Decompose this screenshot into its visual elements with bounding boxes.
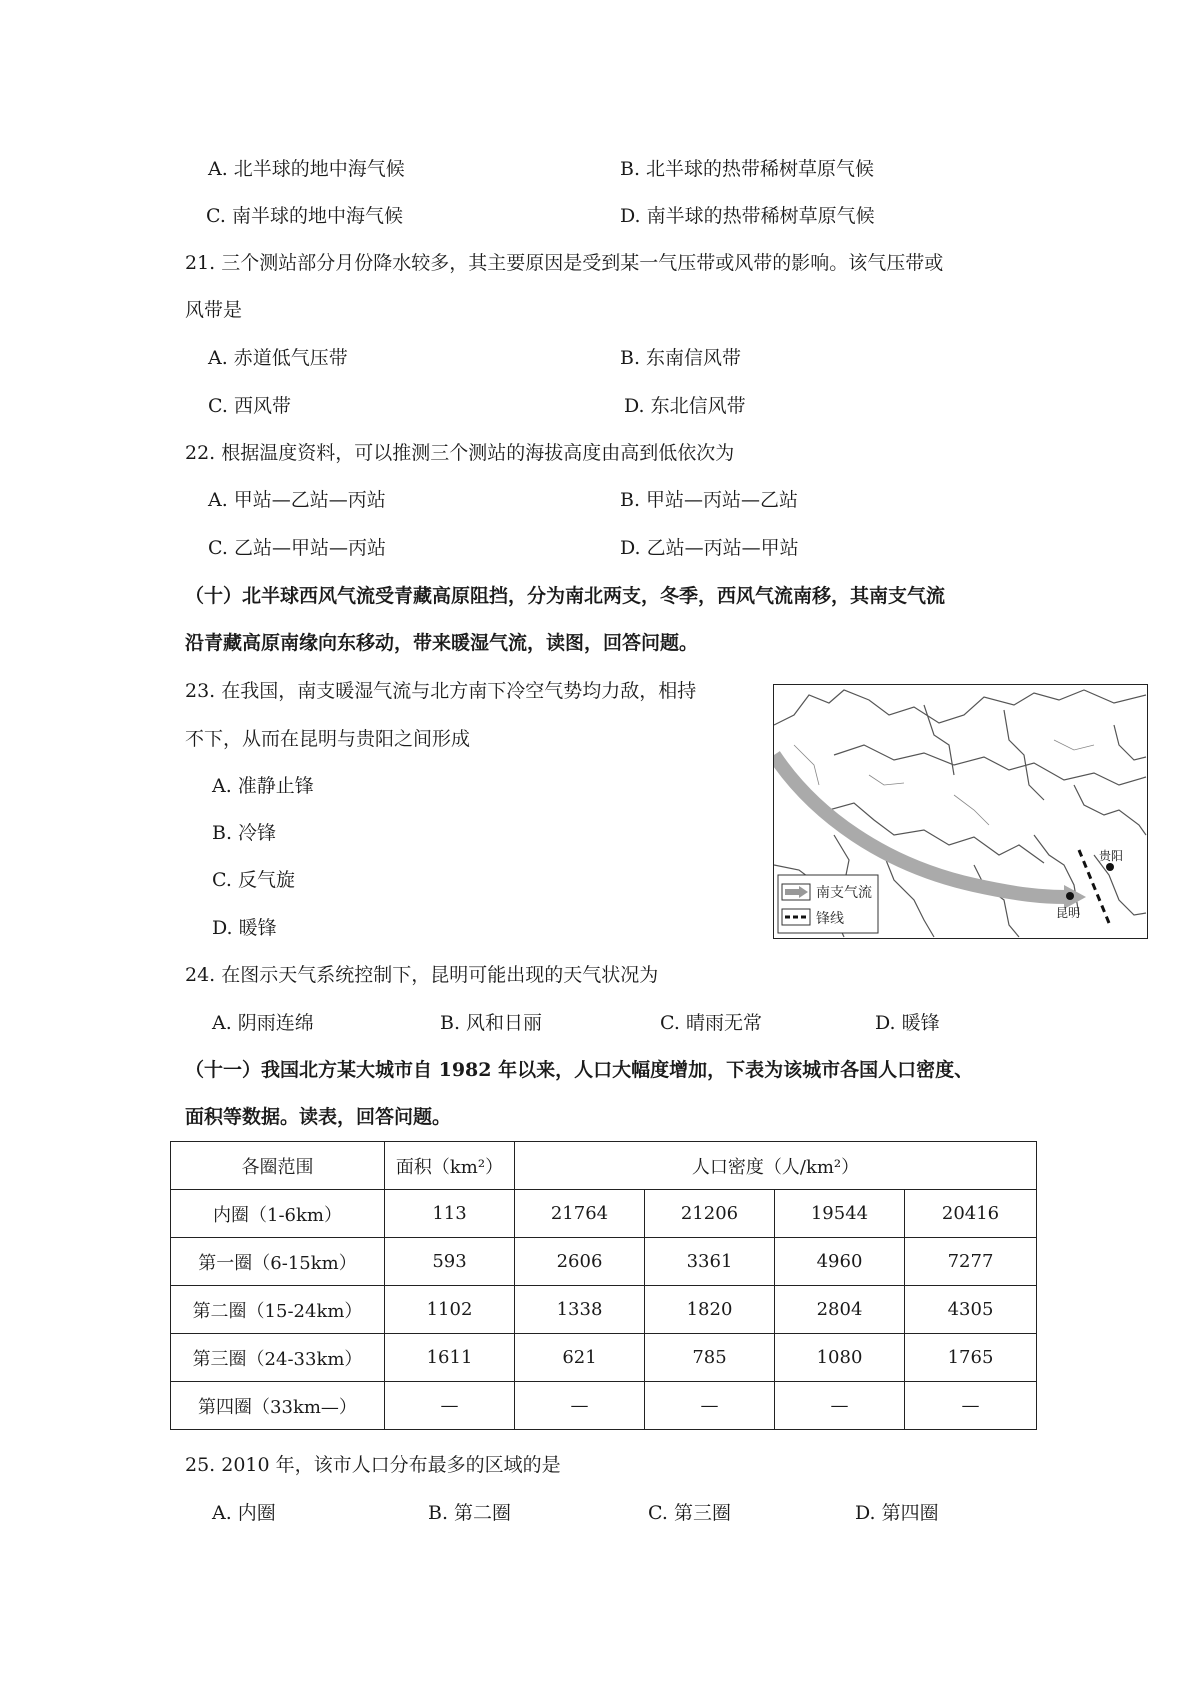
table-cell: — (385, 1382, 515, 1430)
table-row (171, 1286, 1037, 1334)
q21-option-d: D. 东北信风带 (624, 395, 746, 417)
q21-stem-line2: 风带是 (185, 299, 243, 321)
q25-option-d: D. 第四圈 (855, 1502, 939, 1524)
q22-option-b: B. 甲站—丙站—乙站 (620, 489, 799, 511)
table-header-cell: 各圈范围 (171, 1142, 385, 1190)
q24-option-c: C. 晴雨无常 (660, 1012, 762, 1034)
section11-intro-line1: （十一）我国北方某大城市自 1982 年以来，人口大幅度增加，下表为该城市各国人口密度、 (185, 1059, 974, 1081)
q23-option-d: D. 暖锋 (212, 917, 277, 939)
q20-option-d: D. 南半球的热带稀树草原气候 (620, 205, 875, 227)
legend-front-label: 锋线 (816, 911, 844, 927)
table-cell: 593 (385, 1238, 515, 1286)
table-row (171, 1190, 1037, 1238)
table-cell: 1820 (645, 1286, 775, 1334)
q22-option-a: A. 甲站—乙站—丙站 (208, 489, 386, 511)
table-cell: 621 (515, 1334, 645, 1382)
table-cell: 7277 (905, 1238, 1037, 1286)
q25-option-a: A. 内圈 (212, 1502, 276, 1524)
section10-intro-line2: 沿青藏高原南缘向东移动，带来暖湿气流，读图，回答问题。 (185, 632, 699, 654)
table-cell: — (515, 1382, 645, 1430)
table-cell: 20416 (905, 1190, 1037, 1238)
q22-option-c: C. 乙站—甲站—丙站 (208, 537, 386, 559)
table-cell: 4305 (905, 1286, 1037, 1334)
table-cell: — (905, 1382, 1037, 1430)
q20-option-b: B. 北半球的热带稀树草原气候 (620, 158, 875, 180)
table-cell: 785 (645, 1334, 775, 1382)
guiyang-label: 贵阳 (1099, 849, 1124, 863)
q23-option-a: A. 准静止锋 (212, 775, 314, 797)
table-cell: 1102 (385, 1286, 515, 1334)
q23-option-c: C. 反气旋 (212, 869, 295, 891)
table-header-cell: 面积（km²） (385, 1142, 515, 1190)
section11-intro-line2: 面积等数据。读表，回答问题。 (185, 1106, 452, 1128)
q21-stem-line1: 21. 三个测站部分月份降水较多，其主要原因是受到某一气压带或风带的影响。该气压带或 (185, 252, 944, 274)
kunming-label: 昆明 (1056, 906, 1081, 920)
table-cell: 21764 (515, 1190, 645, 1238)
table-cell: 1338 (515, 1286, 645, 1334)
table-cell: 1080 (775, 1334, 905, 1382)
q23-option-b: B. 冷锋 (212, 822, 277, 844)
table-cell: 内圈（1-6km） (171, 1190, 385, 1238)
table-cell: — (775, 1382, 905, 1430)
q24-option-a: A. 阴雨连绵 (212, 1012, 314, 1034)
table-cell: 第三圈（24-33km） (171, 1334, 385, 1382)
table-cell: 2804 (775, 1286, 905, 1334)
kunming-city-dot (1066, 892, 1074, 900)
legend-flow-label: 南支气流 (816, 885, 872, 901)
q25-stem: 25. 2010 年，该市人口分布最多的区域的是 (185, 1454, 561, 1476)
q22-stem: 22. 根据温度资料，可以推测三个测站的海拔高度由高到低依次为 (185, 442, 735, 464)
q25-option-b: B. 第二圈 (428, 1502, 512, 1524)
table-cell: 3361 (645, 1238, 775, 1286)
table-cell: 第四圈（33km—） (171, 1382, 385, 1430)
q23-stem-line1: 23. 在我国，南支暖湿气流与北方南下冷空气势均力敌，相持 (185, 680, 697, 702)
section10-intro-line1: （十）北半球西风气流受青藏高原阻挡，分为南北两支，冬季，西风气流南移，其南支气流 (185, 585, 946, 607)
q24-stem: 24. 在图示天气系统控制下，昆明可能出现的天气状况为 (185, 964, 659, 986)
table-cell: 113 (385, 1190, 515, 1238)
q23-stem-line2: 不下，从而在昆明与贵阳之间形成 (185, 728, 471, 750)
table-cell: 4960 (775, 1238, 905, 1286)
q20-option-c: C. 南半球的地中海气候 (206, 205, 403, 227)
q21-option-b: B. 东南信风带 (620, 347, 742, 369)
table-cell: 1611 (385, 1334, 515, 1382)
table-row (171, 1334, 1037, 1382)
population-density-table (170, 1141, 1037, 1430)
q20-option-a: A. 北半球的地中海气候 (208, 158, 405, 180)
table-cell: — (645, 1382, 775, 1430)
table-cell: 21206 (645, 1190, 775, 1238)
table-row (171, 1238, 1037, 1286)
q24-option-d: D. 暖锋 (875, 1012, 940, 1034)
westerly-flow-map (773, 684, 1148, 939)
table-cell: 19544 (775, 1190, 905, 1238)
q21-option-c: C. 西风带 (208, 395, 291, 417)
q24-option-b: B. 风和日丽 (440, 1012, 543, 1034)
table-cell: 第二圈（15-24km） (171, 1286, 385, 1334)
guiyang-city-dot (1106, 863, 1114, 871)
table-cell: 2606 (515, 1238, 645, 1286)
q22-option-d: D. 乙站—丙站—甲站 (620, 537, 799, 559)
table-cell: 第一圈（6-15km） (171, 1238, 385, 1286)
table-cell: 1765 (905, 1334, 1037, 1382)
table-header-row (171, 1142, 1037, 1190)
q21-option-a: A. 赤道低气压带 (208, 347, 348, 369)
table-row (171, 1382, 1037, 1430)
table-header-cell: 人口密度（人/km²） (515, 1142, 1037, 1190)
q25-option-c: C. 第三圈 (648, 1502, 731, 1524)
